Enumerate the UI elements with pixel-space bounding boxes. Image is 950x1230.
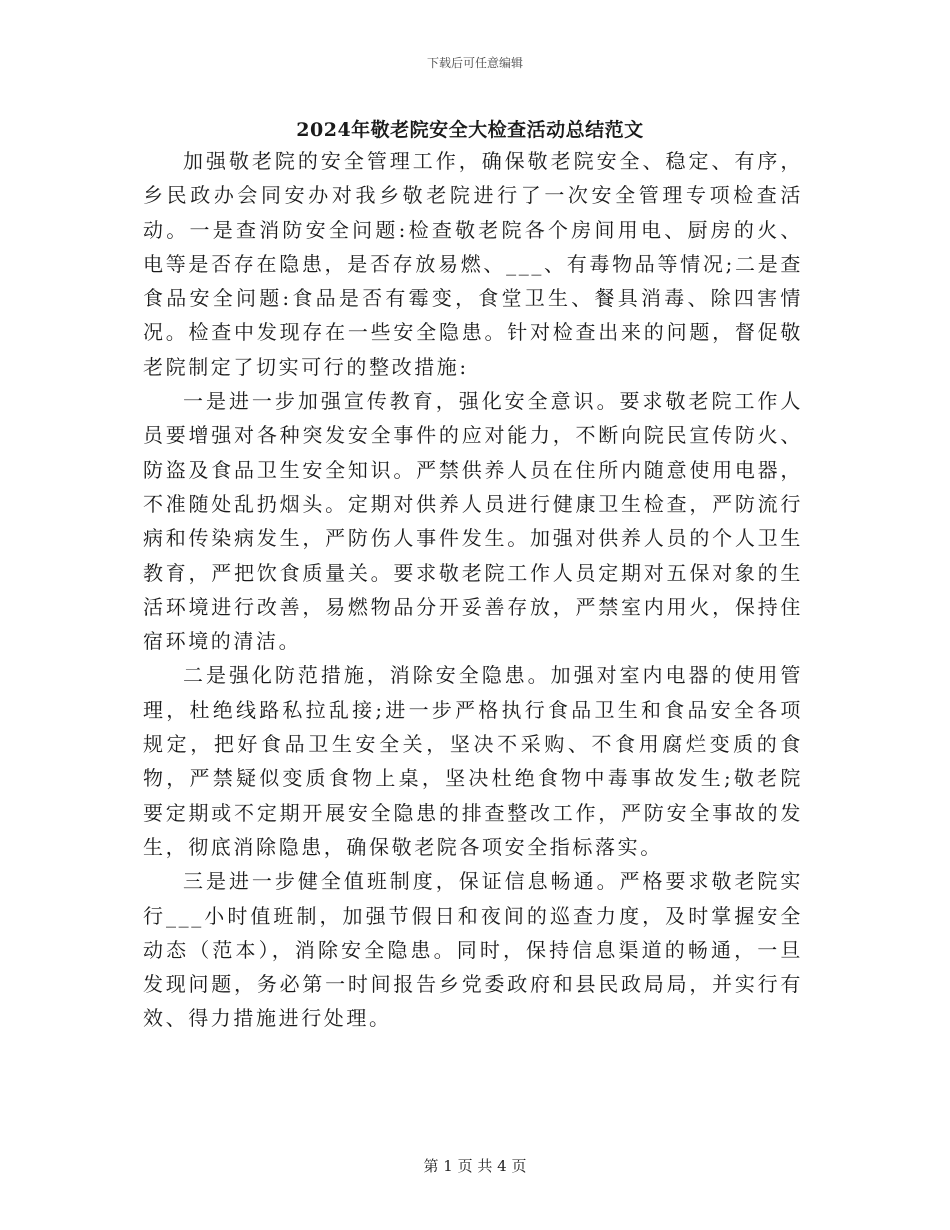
paragraph-measure-one: 一是进一步加强宣传教育，强化安全意识。要求敬老院工作人员要增强对各种突发安全事件的应对能力，不断向院民宣传防火、防盗及食品卫生安全知识。严禁供养人员在住所内随意使用电器，不准随处乱扔烟头。定期对供养人员进行健康卫生检查，严防流行病和传染病发生，严防伤人事件发生。加强对供养人员的个人卫生教育，严把饮食质量关。要求敬老院工作人员定期对五保对象的生活环境进行改善，易燃物品分开妥善存放，严禁室内用火，保持住宿环境的清洁。 (143, 389, 803, 654)
download-editable-note: 下载后可任意编辑 (426, 56, 523, 70)
paragraph-intro: 加强敬老院的安全管理工作，确保敬老院安全、稳定、有序，乡民政办会同安办对我乡敬老院进行了一次安全管理专项检查活动。一是查消防安全问题:检查敬老院各个房间用电、厨房的火、电等是否存在隐患，是否存放易燃、___、有毒物品等情况;二是查食品安全问题:食品是否有霉变，食堂卫生、餐具消毒、除四害情况。检查中发现存在一些安全隐患。针对检查出来的问题，督促敬老院制定了切实可行的整改措施: (143, 149, 803, 379)
paragraph-measure-three: 三是进一步健全值班制度，保证信息畅通。严格要求敬老院实行___小时值班制，加强节假日和夜间的巡查力度，及时掌握安全动态（范本），消除安全隐患。同时，保持信息渠道的畅通，一旦发现问题，务必第一时间报告乡党委政府和县民政局局，并实行有效、得力措施进行处理。 (143, 869, 803, 1031)
document-title: 2024年敬老院安全大检查活动总结范文 (296, 119, 644, 141)
page-indicator: 第 1 页 共 4 页 (423, 1157, 527, 1175)
paragraph-measure-two: 二是强化防范措施，消除安全隐患。加强对室内电器的使用管理，杜绝线路私拉乱接;进一步严格执行食品卫生和食品安全各项规定，把好食品卫生安全关，坚决不采购、不食用腐烂变质的食物，严禁疑似变质食物上桌，坚决杜绝食物中毒事故发生;敬老院要定期或不定期开展安全隐患的排查整改工作，严防安全事故的发生，彻底消除隐患，确保敬老院各项安全指标落实。 (143, 663, 803, 859)
document-body (143, 144, 803, 1036)
